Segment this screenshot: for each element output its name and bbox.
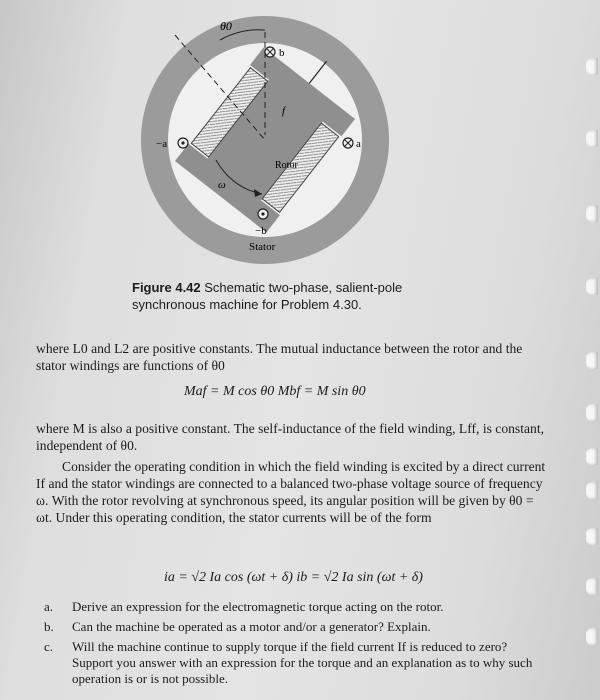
paragraph-2: where M is also a positive constant. The self-inductance of the field winding, Lff, is constant, independent of θ0. <box>36 421 545 453</box>
binding-ring <box>586 578 598 595</box>
paragraph-3: Consider the operating condition in which the field winding is excited by a direct current If and the stator windings are connected to a balanced two-phase voltage source of frequency ω. With the rotor revolving at synchronous speed, its angular position will be given by θ0 = ωt. Under this operating condition, the stator currents will be of the form <box>36 459 546 525</box>
item-text: Can the machine be operated as a motor and/or a generator? Explain. <box>72 619 431 634</box>
binding-ring <box>586 205 598 222</box>
binding-ring <box>586 528 598 545</box>
binding-ring <box>586 58 598 75</box>
paragraph-1: where L0 and L2 are positive constants. The mutual inductance between the rotor and the stator windings are functions of θ0 <box>36 341 523 373</box>
coil-neg-b-label: −b <box>255 225 267 237</box>
omega-label: ω <box>218 179 226 191</box>
spiral-binding <box>576 0 600 700</box>
equation-stator-currents: ia = √2 Ia cos (ωt + δ) ib = √2 Ia sin (ωt + δ) <box>164 570 423 585</box>
coil-neg-a-label: −a <box>156 138 168 150</box>
dot-icon <box>261 212 264 215</box>
dot-icon <box>181 141 184 144</box>
binding-ring <box>586 130 598 147</box>
binding-ring <box>586 448 598 465</box>
list-item <box>44 619 534 637</box>
binding-ring <box>586 628 598 645</box>
item-text: Derive an expression for the electromagnetic torque acting on the rotor. <box>72 599 444 614</box>
figure-caption <box>132 279 442 313</box>
stator-label: Stator <box>249 241 276 253</box>
coil-a-label: a <box>356 138 361 150</box>
figure-number: Figure 4.42 <box>132 280 201 295</box>
binding-ring <box>586 404 598 421</box>
figure-caption-text: Schematic two-phase, salient-pole synchronous machine for Problem 4.30. <box>132 280 403 312</box>
binding-ring <box>586 482 598 499</box>
list-item <box>44 599 534 617</box>
item-text: Will the machine continue to supply torque if the field current If is reduced to zero? Support you answer with an expression for the torque and an explanation as to why such operation is or is not possible. <box>72 639 533 686</box>
item-label: b. <box>44 619 54 634</box>
coil-b-label: b <box>279 47 285 59</box>
binding-ring <box>586 352 598 369</box>
item-label: c. <box>44 639 54 654</box>
theta-label: θ0 <box>220 19 232 33</box>
equation-mutual-inductance: Maf = M cos θ0 Mbf = M sin θ0 <box>184 384 366 399</box>
machine-schematic <box>120 10 420 270</box>
list-item <box>44 639 534 695</box>
field-label: f <box>282 105 286 117</box>
binding-ring <box>586 278 598 295</box>
item-label: a. <box>44 599 54 614</box>
rotor-label: Rotor <box>275 160 298 171</box>
